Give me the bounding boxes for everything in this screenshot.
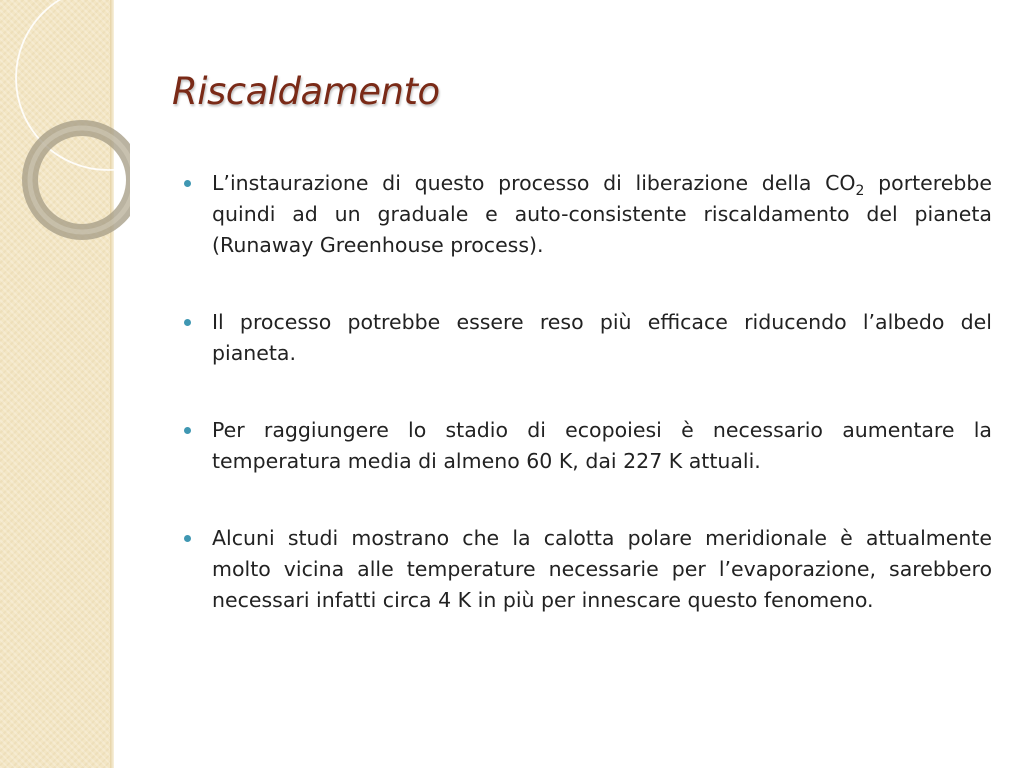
bullet-text	[212, 168, 992, 261]
bullet-text: Per raggiungere lo stadio di ecopoiesi è necessario aumentare la temperatura media di almeno 60 K, dai 227 K attuali.	[212, 418, 992, 473]
bullet-item	[184, 415, 992, 477]
bullet-item	[184, 307, 992, 369]
bullet-dot-icon	[184, 180, 191, 187]
bullet-text-part: porterebbe quindi ad un graduale e auto-consistente riscaldamento del pianeta (Runaway Greenhouse process).	[212, 171, 992, 257]
decorative-rings	[0, 0, 130, 260]
bullet-list	[184, 168, 992, 662]
bullet-dot-icon	[184, 535, 191, 542]
bullet-text: Il processo potrebbe essere reso più efficace riducendo l’albedo del pianeta.	[212, 310, 992, 365]
subscript: 2	[855, 183, 865, 200]
slide-title: Riscaldamento	[172, 70, 440, 113]
bullet-item	[184, 523, 992, 616]
bullet-item	[184, 168, 992, 261]
bullet-dot-icon	[184, 427, 191, 434]
bullet-dot-icon	[184, 319, 191, 326]
bullet-text: Alcuni studi mostrano che la calotta polare meridionale è attualmente molto vicina alle temperature necessarie per l’evaporazione, sarebbero necessari infatti circa 4 K in più per innescare questo fenomeno.	[212, 526, 992, 612]
bullet-text-part: L’instaurazione di questo processo di liberazione della CO	[212, 171, 856, 195]
